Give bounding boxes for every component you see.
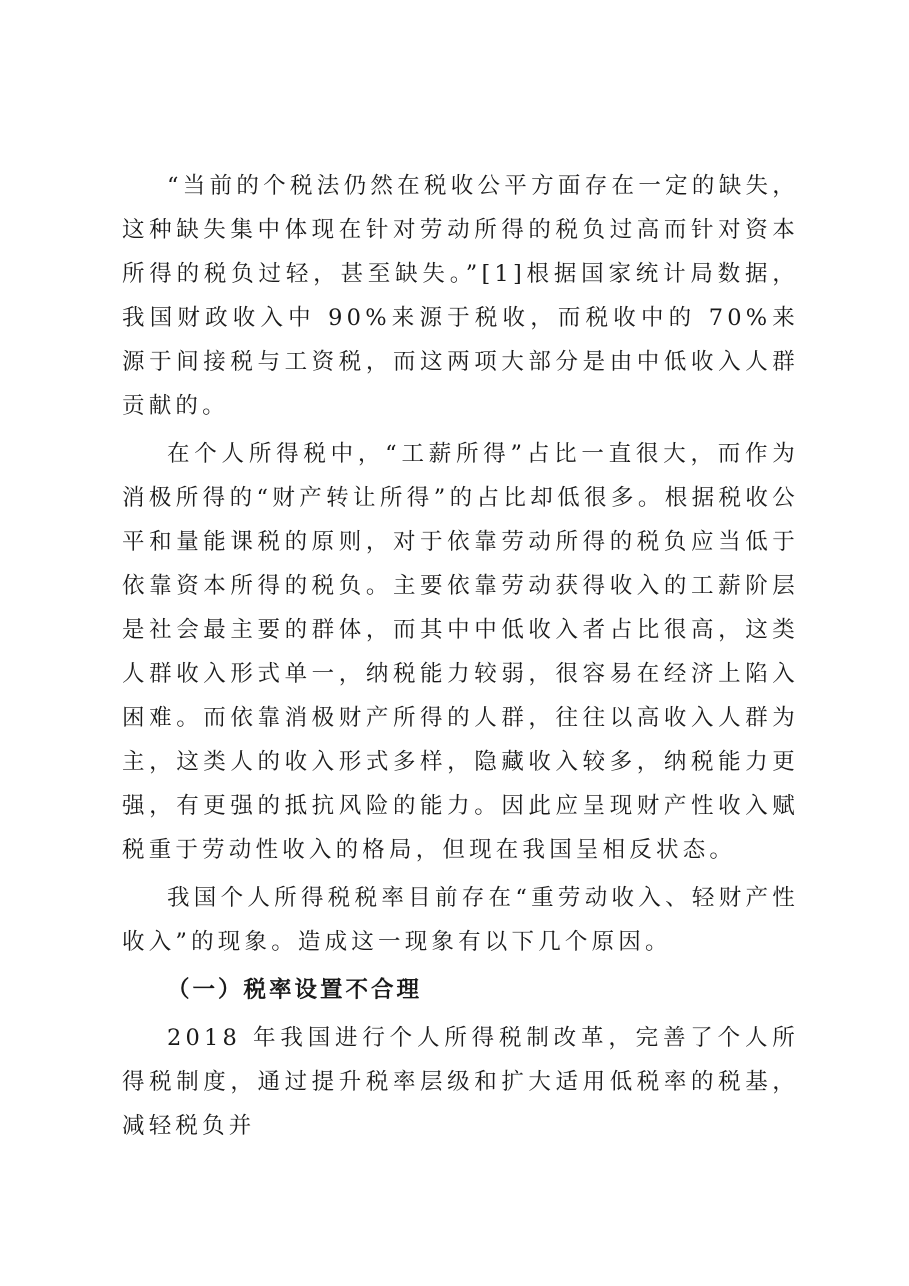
paragraph-2: 在个人所得税中，“工薪所得”占比一直很大，而作为消极所得的“财产转让所得”的占比却低很多。根据税收公平和量能课税的原则，对于依靠劳动所得的税负应当低于依靠资本所得的税负。主要依靠劳动获得收入的工薪阶层是社会最主要的群体，而其中中低收入者占比很高，这类人群收入形式单一，纳税能力较弱，很容易在经济上陷入困难。而依靠消极财产所得的人群，往往以高收入人群为主，这类人的收入形式多样，隐藏收入较多，纳税能力更强，有更强的抵抗风险的能力。因此应呈现财产性收入赋税重于劳动性收入的格局，但现在我国呈相反状态。 [122,441,799,863]
section-heading: （一）税率设置不合理 [167,977,423,1003]
paragraph-1: “当前的个税法仍然在税收公平方面存在一定的缺失，这种缺失集中体现在针对劳动所得的税负过高而针对资本所得的税负过轻，甚至缺失。”[1]根据国家统计局数据，我国财政收入中 90%来源于税收，而税收中的 70%来源于间接税与工资税，而这两项大部分是由中低收入人群贡献的。 [122,173,799,419]
paragraph-3: 我国个人所得税税率目前存在“重劳动收入、轻财产性收入”的现象。造成这一现象有以下几个原因。 [122,885,799,955]
paragraph-4: 2018 年我国进行个人所得税制改革，完善了个人所得税制度，通过提升税率层级和扩大适用低税率的税基，减轻税负并 [122,1025,799,1139]
document-page [122,164,799,1152]
